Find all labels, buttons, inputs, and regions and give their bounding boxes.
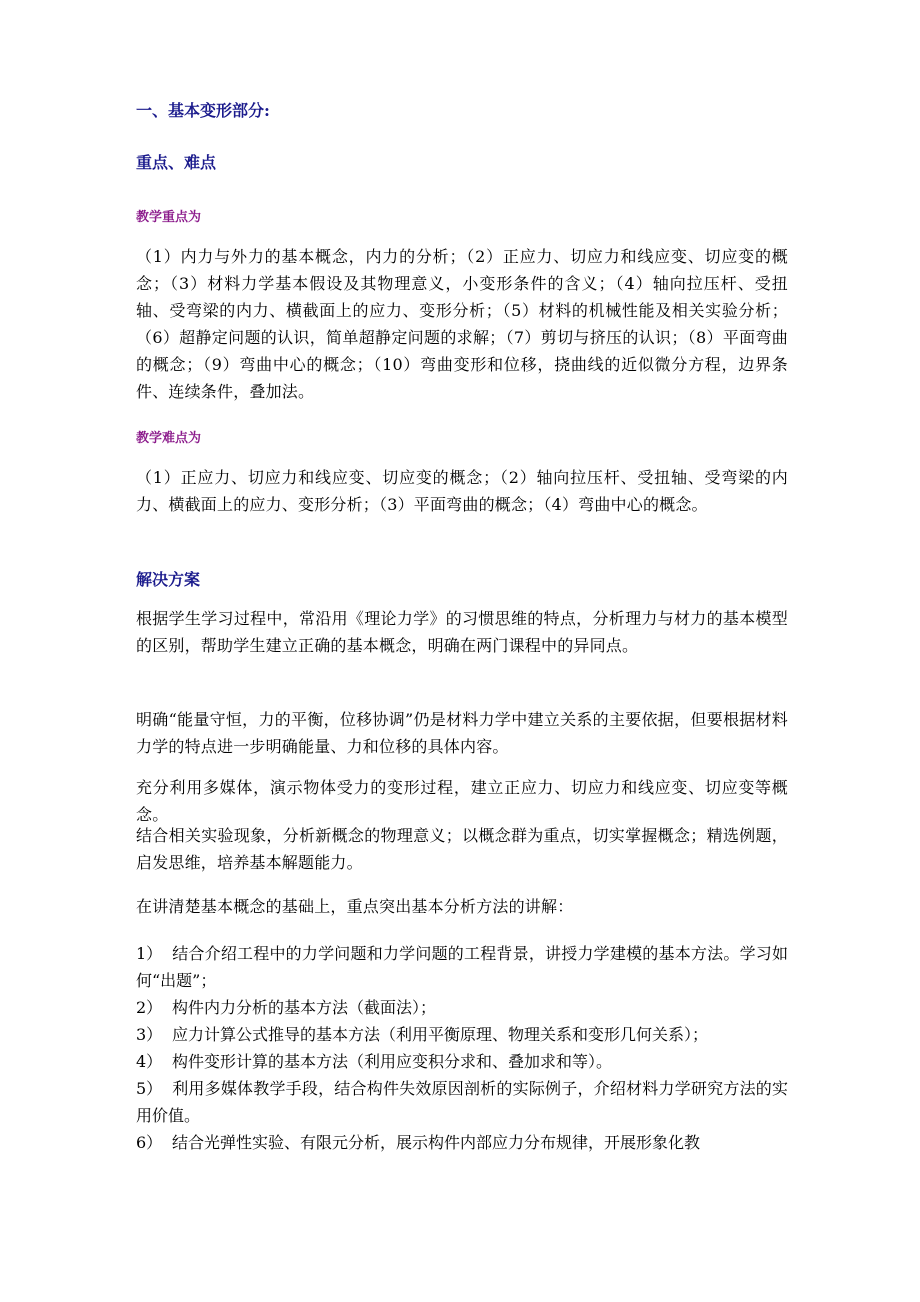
teaching-difficulty-label: 教学难点为: [136, 431, 202, 446]
solution-paragraph-5: 在讲清楚基本概念的基础上，重点突出基本分析方法的讲解：: [136, 897, 574, 916]
list-item-number: 4）: [136, 1052, 163, 1071]
methods-list: [136, 940, 788, 1156]
list-item-text: 利用多媒体教学手段，结合构件失效原因剖析的实际例子，介绍材料力学研究方法的实用价值。: [136, 1079, 788, 1125]
list-item: [136, 1129, 788, 1156]
list-item: [136, 1021, 788, 1048]
solution-paragraph-4: 结合相关实验现象，分析新概念的物理意义；以概念群为重点，切实掌握概念；精选例题，启发思维，培养基本解题能力。: [136, 826, 788, 872]
list-item-number: 5）: [136, 1079, 163, 1098]
teaching-focus-label: 教学重点为: [136, 210, 202, 225]
list-item-number: 2）: [136, 998, 163, 1017]
solution-heading: 解决方案: [136, 570, 201, 589]
list-item: [136, 940, 788, 994]
section-title: 一、基本变形部分:: [136, 101, 270, 120]
list-item-text: 构件变形计算的基本方法（利用应变积分求和、叠加求和等）。: [172, 1052, 613, 1071]
list-item-number: 1）: [136, 944, 163, 963]
solution-paragraph-1: 根据学生学习过程中，常沿用《理论力学》的习惯思维的特点，分析理力与材力的基本模型的区别，帮助学生建立正确的基本概念，明确在两门课程中的异同点。: [136, 609, 788, 655]
list-item-text: 结合光弹性实验、有限元分析，展示构件内部应力分布规律，开展形象化教: [172, 1133, 701, 1152]
solution-paragraph-2: 明确“能量守恒，力的平衡，位移协调”仍是材料力学中建立关系的主要依据，但要根据材料力学的特点进一步明确能量、力和位移的具体内容。: [136, 710, 788, 756]
list-item-text: 结合介绍工程中的力学问题和力学问题的工程背景，讲授力学建模的基本方法。学习如何“出题”；: [136, 944, 788, 990]
list-item: [136, 994, 788, 1021]
list-item-number: 6）: [136, 1133, 163, 1152]
key-points-heading: 重点、难点: [136, 153, 217, 172]
list-item: [136, 1048, 788, 1075]
teaching-difficulty-text: （1）正应力、切应力和线应变、切应变的概念；（2）轴向拉压杆、受扭轴、受弯梁的内力、横截面上的应力、变形分析；（3）平面弯曲的概念；（4）弯曲中心的概念。: [136, 468, 788, 514]
list-item-text: 应力计算公式推导的基本方法（利用平衡原理、物理关系和变形几何关系）；: [172, 1025, 709, 1044]
list-item-text: 构件内力分析的基本方法（截面法）；: [172, 998, 437, 1017]
list-item: [136, 1075, 788, 1129]
list-item-number: 3）: [136, 1025, 163, 1044]
teaching-focus-text: （1）内力与外力的基本概念，内力的分析；（2）正应力、切应力和线应变、切应变的概念；（3）材料力学基本假设及其物理意义，小变形条件的含义；（4）轴向拉压杆、受扭轴、受弯梁的内力、横截面上的应力、变形分析；（5）材料的机械性能及相关实验分析；（6）超静定问题的认识，简单超静定问题的求解；（7）剪切与挤压的认识；（8）平面弯曲的概念；（9）弯曲中心的概念；（10）弯曲变形和位移，挠曲线的近似微分方程，边界条件、连续条件，叠加法。: [136, 247, 788, 401]
solution-paragraph-3: 充分利用多媒体，演示物体受力的变形过程，建立正应力、切应力和线应变、切应变等概念。: [136, 778, 788, 824]
